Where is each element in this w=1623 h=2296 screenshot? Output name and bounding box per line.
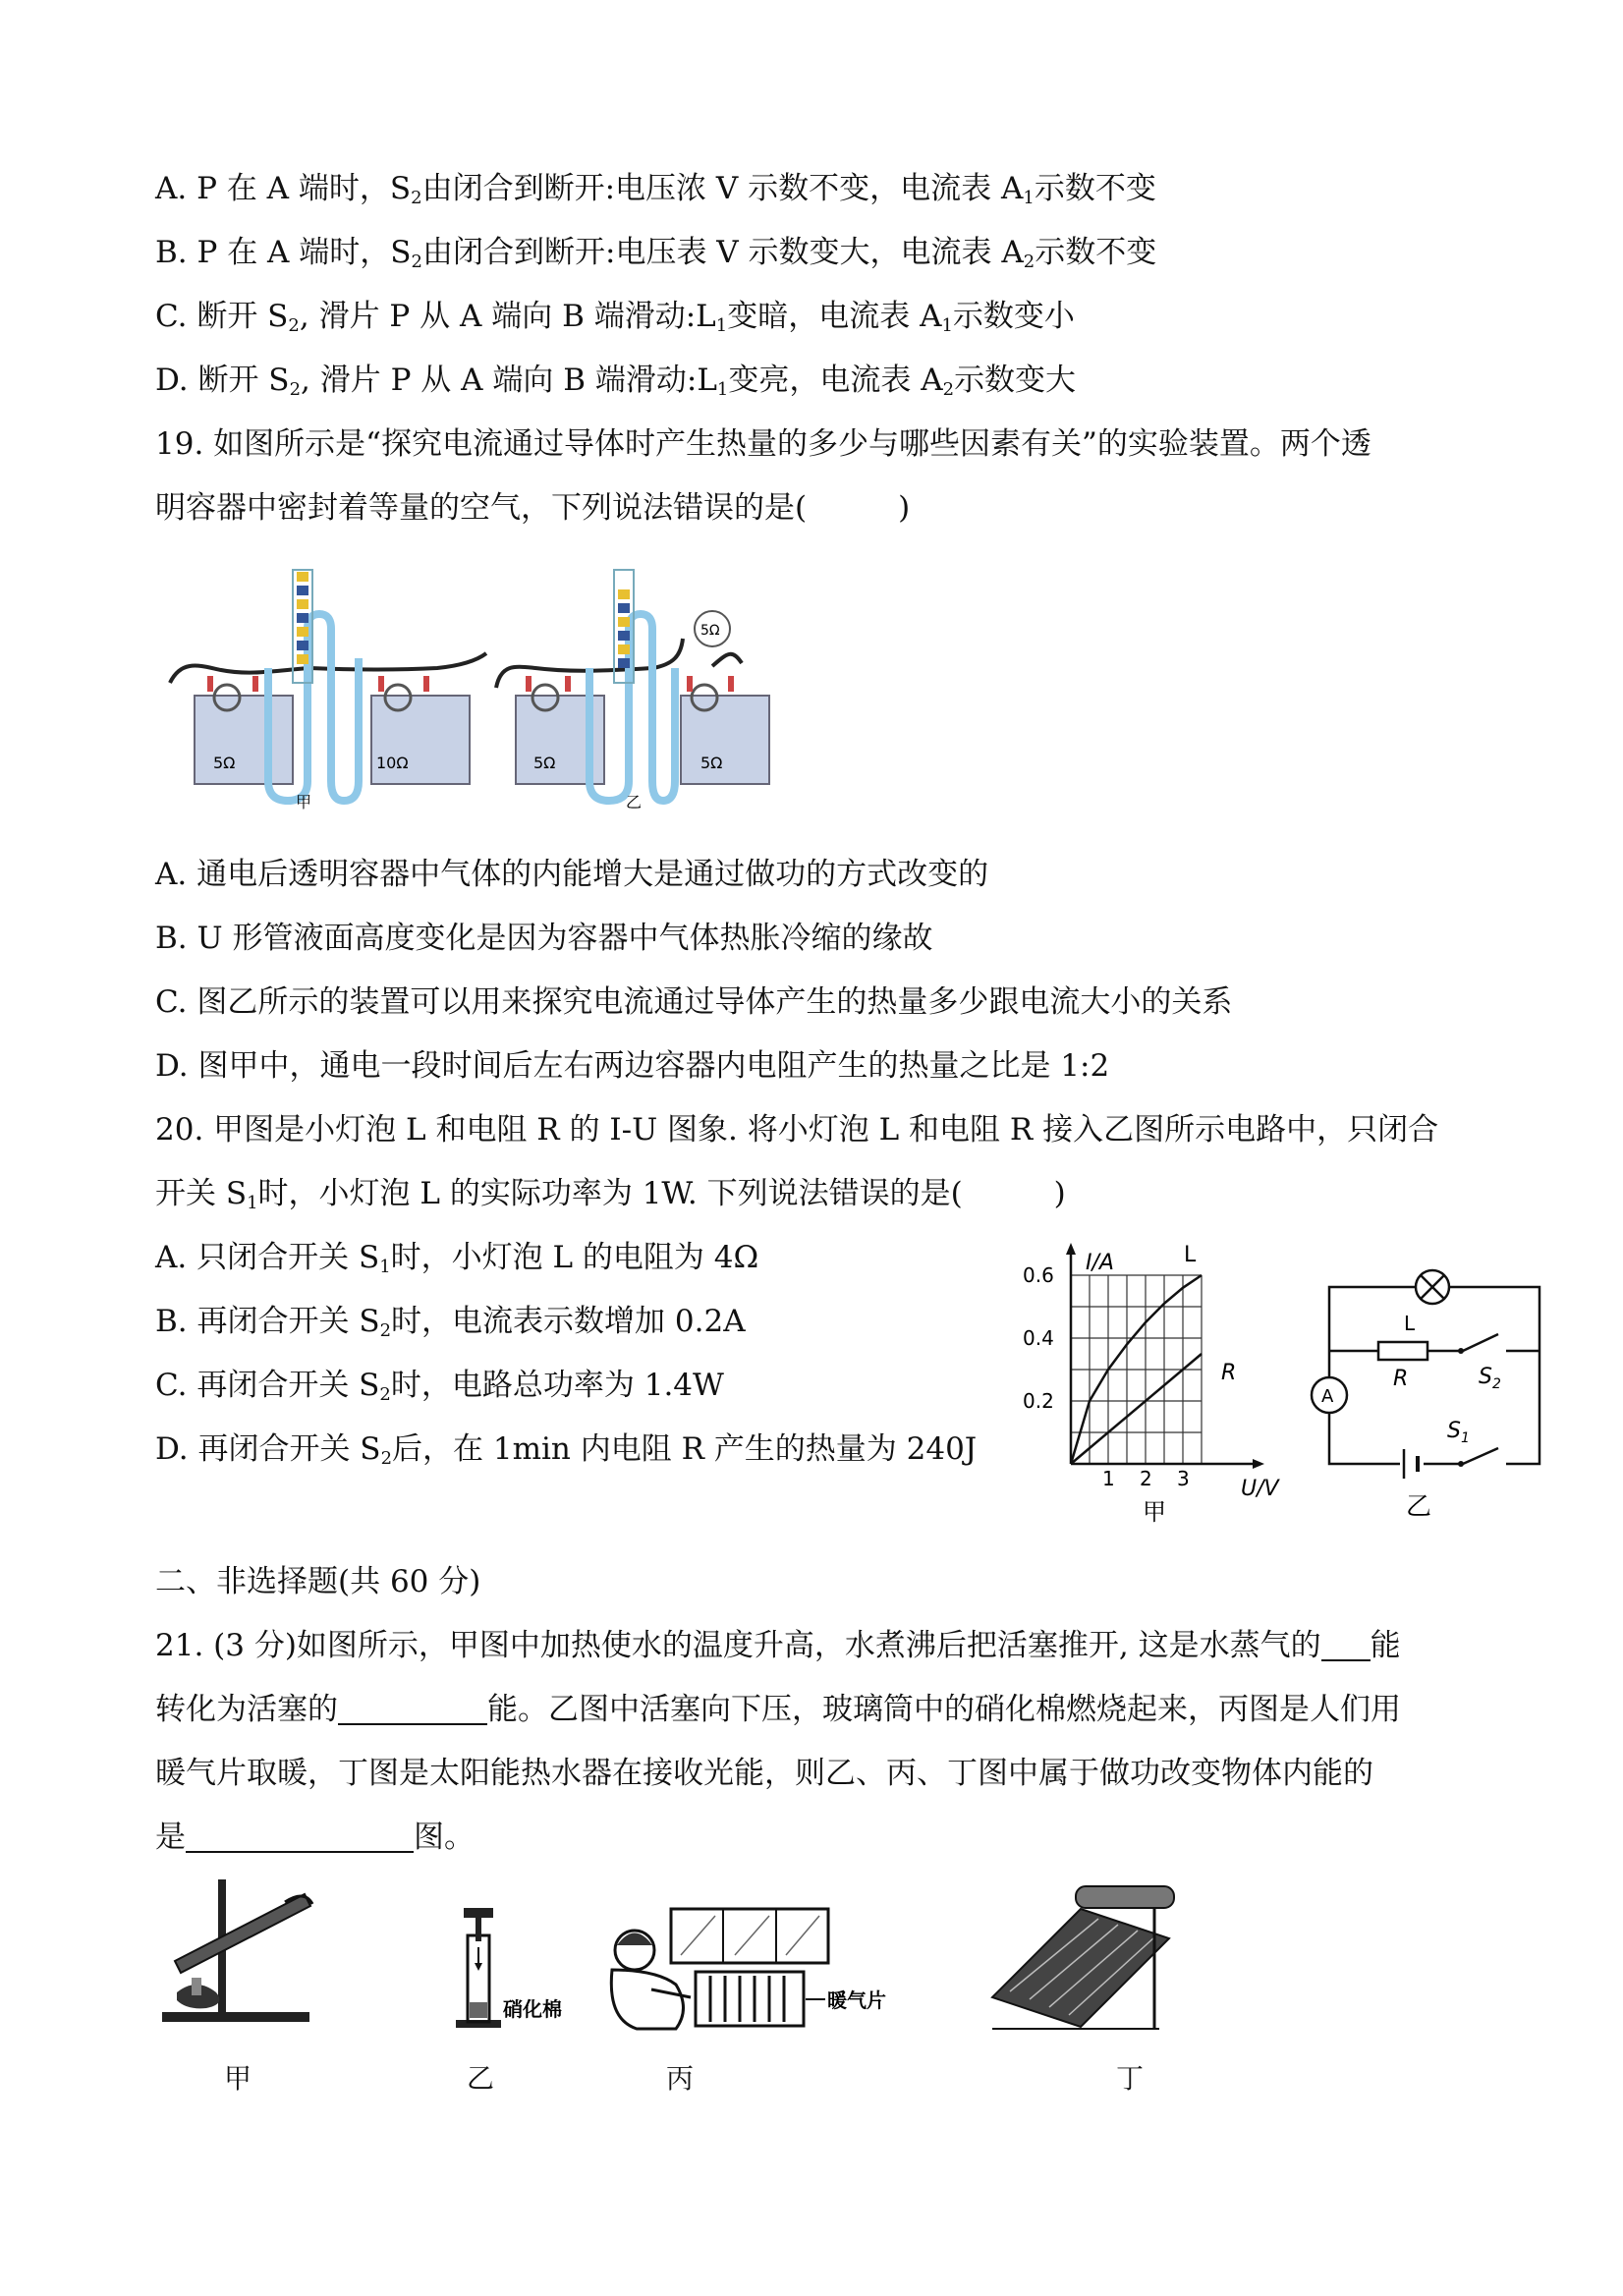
circuit-diagram xyxy=(1302,1248,1562,1523)
y-tick-label: 0.4 xyxy=(1023,1326,1054,1350)
q18-option-d: D. 断开 $S_2$, 滑片 P 从 A 端向 B 端滑动$:L_1$变亮，电流表 $A_2$示数变大 xyxy=(155,363,1077,400)
nitrocellulose-label: 硝化棉 xyxy=(503,1997,562,2021)
y-axis-label: I/A xyxy=(1086,1251,1114,1275)
y-tick-label: 0.6 xyxy=(1023,1263,1054,1287)
radiator-label: 暖气片 xyxy=(827,1988,886,2012)
q21-figure-jia xyxy=(157,1875,324,2032)
q21-blank-2[interactable] xyxy=(338,1692,487,1725)
q19-option-d: D. 图甲中，通电一段时间后左右两边容器内电阻产生的热量之比是 1:2 xyxy=(155,1048,1110,1084)
q18-option-b: B. P 在 A 端时，$S_2$由闭合到断开:电压表 V 示数变大，电流表 $A_2$示数不变 xyxy=(155,235,1157,272)
x-tick-label: 2 xyxy=(1140,1467,1152,1490)
q20-option-b: B. 再闭合开关 $S_2$时，电流表示数增加 0.2A xyxy=(155,1304,746,1341)
q20-stem-line1: 20. 甲图是小灯泡 L 和电阻 R 的 I-U 图象. 将小灯泡 L 和电阻 R 接入乙图所示电路中，只闭合 xyxy=(155,1112,1439,1148)
series-line-r xyxy=(1071,1354,1202,1464)
switch-s1-label: $S_1$ xyxy=(1447,1419,1470,1446)
x-tick-label: 3 xyxy=(1177,1467,1190,1490)
y-tick-label: 0.2 xyxy=(1023,1389,1054,1413)
q19-jia-left-resistor: 5Ω xyxy=(213,754,236,772)
resistor-label: R xyxy=(1393,1367,1409,1391)
q18-option-a: A. P 在 A 端时，$S_2$由闭合到断开:电压浓 V 示数不变，电流表 $A_1$示数不变 xyxy=(155,171,1156,208)
q19-figure-jia xyxy=(170,570,486,812)
q21-figure-ding xyxy=(982,1881,1179,2039)
q21-line4: 是 图。 xyxy=(155,1820,475,1855)
q20-stem-line2: 开关 $S_1$时，小灯泡 L 的实际功率为 1W. 下列说法错误的是( ) xyxy=(155,1176,1066,1213)
q19-stem-line2: 明容器中密封着等量的空气，下列说法错误的是( ) xyxy=(155,490,911,526)
q19-jia-right-resistor: 10Ω xyxy=(376,754,409,772)
q20-option-c: C. 再闭合开关 $S_2$时，电路总功率为 1.4W xyxy=(155,1368,724,1405)
q21-figure-yi xyxy=(444,1896,591,2034)
q18-option-c: C. 断开 $S_2$, 滑片 P 从 A 端向 B 端滑动$:L_1$变暗，电流表 $A_1$示数变小 xyxy=(155,299,1075,336)
q19-figure-yi xyxy=(496,570,769,812)
q21-blank-3[interactable] xyxy=(186,1820,414,1853)
q19-option-c: C. 图乙所示的装置可以用来探究电流通过导体产生的热量多少跟电流大小的关系 xyxy=(155,984,1233,1020)
ammeter-label: A xyxy=(1321,1386,1334,1407)
q21-caption-yi: 乙 xyxy=(467,2062,495,2095)
q20-option-a: A. 只闭合开关 $S_1$时，小灯泡 L 的电阻为 4Ω xyxy=(155,1240,759,1277)
curve-label-r: R xyxy=(1221,1361,1237,1385)
q21-caption-ding: 丁 xyxy=(1116,2062,1145,2095)
q21-line1: 21. (3 分)如图所示，甲图中加热使水的温度升高，水煮沸后把活塞推开, 这是水蒸气的 能 xyxy=(155,1628,1401,1663)
q19-option-a: A. 通电后透明容器中气体的内能增大是通过做功的方式改变的 xyxy=(155,857,989,892)
q19-figure xyxy=(162,560,771,817)
q21-blank-1[interactable] xyxy=(1321,1628,1371,1661)
q19-yi-top-resistor: 5Ω xyxy=(700,623,720,639)
q19-yi-right-resistor: 5Ω xyxy=(700,754,723,772)
switch-s2-label: $S_2$ xyxy=(1479,1365,1501,1392)
q21-caption-jia: 甲 xyxy=(224,2062,252,2095)
circuit-caption-yi: 乙 xyxy=(1406,1492,1432,1522)
x-axis-arrow xyxy=(1253,1459,1264,1469)
x-tick-label: 1 xyxy=(1102,1467,1115,1490)
q19-option-b: B. U 形管液面高度变化是因为容器中气体热胀冷缩的缘故 xyxy=(155,921,933,956)
graph-caption-jia: 甲 xyxy=(1143,1498,1166,1525)
q21-figure-bing xyxy=(597,1891,922,2039)
q19-caption-yi: 乙 xyxy=(626,793,643,812)
q21-line2: 转化为活塞的 能。乙图中活塞向下压，玻璃筒中的硝化棉燃烧起来，丙图是人们用 xyxy=(155,1692,1401,1727)
resistor-icon xyxy=(1378,1342,1427,1360)
q19-stem-line1: 19. 如图所示是“探究电流通过导体时产生热量的多少与哪些因素有关”的实验装置。两个透 xyxy=(155,426,1371,462)
q20-option-d: D. 再闭合开关 $S_2$后，在 1min 内电阻 R 产生的热量为 240J xyxy=(155,1431,978,1469)
x-axis-label: U/V xyxy=(1241,1477,1279,1501)
curve-label-l: L xyxy=(1184,1243,1197,1267)
q19-yi-left-resistor: 5Ω xyxy=(533,754,556,772)
lamp-label: L xyxy=(1404,1312,1416,1335)
section2-heading: 二、非选择题(共 60 分) xyxy=(155,1564,481,1599)
q21-line3: 暖气片取暖，丁图是太阳能热水器在接收光能，则乙、丙、丁图中属于做功改变物体内能的 xyxy=(155,1756,1373,1791)
y-axis-arrow xyxy=(1066,1243,1076,1255)
iu-graph xyxy=(1017,1240,1312,1525)
q19-caption-jia: 甲 xyxy=(296,793,312,812)
q21-caption-bing: 丙 xyxy=(666,2062,695,2095)
